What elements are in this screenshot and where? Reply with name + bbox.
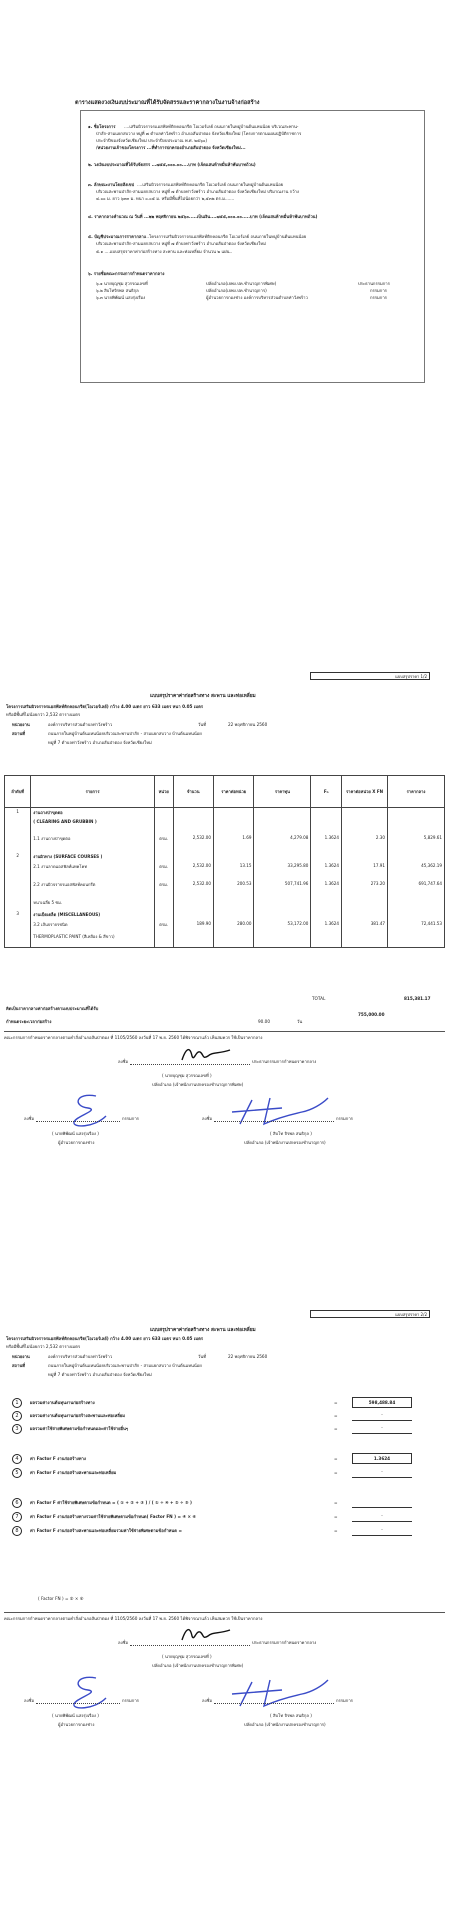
factor-item-text: ค่า Factor F ค่าใช้จ่ายพิเศษตามข้อกำหนด = ( ① + ② + ③ ) / ( ① ÷ ④ + ② ÷ ⑤ ) [30,1500,192,1505]
col-total: ราคากลาง [388,776,445,808]
factor-value: 598,488.84 [352,1397,412,1408]
table-cell-no: 1 [5,808,31,818]
table-cell-total: 72,441.53 [388,920,445,932]
item6-label: ๖. รายชื่อคณะกรรมการกำหนดราคากลาง [88,271,165,276]
chair-name: ( นายบุญชุม สุวรรณเลขที่ ) [162,1654,212,1659]
factor-item-text: ค่า Factor F งานก่อสร้างทาง [30,1456,86,1461]
table-cell-cost: 4,279.08 [254,834,311,852]
page-3-agency-label: หน่วยงาน [12,1354,30,1359]
table-cell-item: ( CLEARING AND GRUBBIN ) [31,818,155,834]
table-cell-price: 200.53 [213,880,253,898]
page-3-date: 22 พฤศจิกายน 2560 [228,1354,268,1359]
factor-value: - [352,1423,412,1434]
col-unit-fn: ราคาต่อหน่วย X FN [342,776,388,808]
member-2-position: ปลัดอำเภอ (เจ้าพนักงานปกครองชำนาญการ) [244,1140,326,1145]
item4: ๔. ราคากลางคำนวณ ณ วันที่ ...๒๒ พฤศจิกายน ๒๕๖๐.....เป็นเงิน....๗๕๕,๐๐๐.๐๐.....บาท (เจ็ดแสนห้าหมื่นห้าพันบาทถ้วน) [88,214,318,219]
committee-1-position: ปลัดอำเภอ(เจพง.ปค.ชำนาญการพิเศษ) [206,281,277,286]
item-number-circle: 6 [12,1498,22,1508]
col-fn: Fₙ [311,776,342,808]
table-cell-no [5,932,31,948]
table-cell-price [213,818,253,834]
equals-sign: = [334,1528,338,1533]
item-number-circle: 8 [12,1526,22,1536]
item-number-circle: 5 [12,1468,22,1478]
table-cell-unitfn [342,910,388,920]
item5-line-2: บริเวณสะพานป่าสัก-สามแยกสบวาง หมู่ที่ ๗ ตำบลท่าวังพร้าว อำเภอสันป่าตอง จังหวัดเชียงใหม่ [96,241,266,246]
member-2-signature [222,1094,332,1128]
table-cell-unit: ตรม. [154,880,173,898]
sign-line [130,1645,250,1646]
table-cell-fn [311,932,342,948]
page-2-agency-label: หน่วยงาน [12,722,30,727]
divider [4,1612,445,1613]
table-cell-price: 13.15 [213,862,253,880]
table-cell-qty [173,852,213,862]
table-cell-cost: 507,741.96 [254,880,311,898]
equals-sign: = [334,1500,338,1505]
page-2-title: แบบสรุปราคาค่าก่อสร้างทาง สะพาน และท่อเหลี่ยม [150,694,256,699]
member-2-name: ( สิบโท จิรพล สนธิกุล ) [270,1713,312,1718]
page-2-location-label: สถานที่ [12,731,26,736]
committee-3-role: กรรมการ [370,295,387,300]
item-number-circle: 2 [12,1411,22,1421]
price-summary-table [4,775,445,948]
divider [4,1031,445,1032]
col-item: รายการ [31,776,155,808]
factor-value: - [352,1525,412,1536]
table-cell-cost [254,808,311,818]
table-cell-unitfn: 17.91 [342,862,388,880]
member-1-signature [66,1674,112,1712]
item3-label: ๓. ลักษณะงานโดยสังเขป [88,182,135,187]
member-1-position: ผู้อำนวยการกองช่าง [58,1140,95,1145]
table-cell-no: 2 [5,852,31,862]
factor-value [352,1497,412,1508]
page-3-agency: องค์การบริหารส่วนตำบลท่าวังพร้าว [48,1354,113,1359]
page-3-location-2: หมู่ที่ 7 ตำบลท่าวังพร้าว อำเภอสันป่าตอง จังหวัดเชียงใหม่ [48,1372,152,1377]
col-no: ลำดับที่ [5,776,31,808]
table-row [5,932,445,948]
chair-position: ปลัดอำเภอ (เจ้าพนักงานปกครองชำนาญการพิเศษ) [152,1082,244,1087]
table-cell-cost: 33,295.80 [254,862,311,880]
table-cell-no: 3 [5,910,31,920]
page-2-date-label: วันที่ [198,722,206,727]
table-cell-qty [173,898,213,910]
table-cell-no [5,862,31,880]
equals-sign: = [334,1426,338,1431]
item-number-circle: 7 [12,1512,22,1522]
table-cell-item: THERMOPLASTIC PAINT (สีเหลือง & สีขาว) [31,932,155,948]
committee-1-name: ๖.๑ นายบุญชุม สุวรรณเลขที่ [96,281,148,286]
table-cell-total [388,910,445,920]
table-cell-price [213,910,253,920]
member-2-sign-line [214,1703,334,1704]
table-cell-fn: 1.3624 [311,920,342,932]
chair-signature [178,1042,234,1064]
factor-item-text: ผลรวมค่างานต้นทุนงานก่อสร้างสะพานและท่อเหลี่ยม [30,1413,126,1418]
page-2-location-2: หมู่ที่ 7 ตำบลท่าวังพร้าว อำเภอสันป่าตอง จังหวัดเชียงใหม่ [48,740,152,745]
table-cell-total [388,808,445,818]
member-1-sign-line [36,1703,120,1704]
item8-sub: ( Factor FN ) = ⑤ × ⑥ [38,1596,84,1601]
member-1-name: ( นายพิพัฒน์ แสงรุ่งเรือง ) [52,1131,99,1136]
table-cell-unitfn [342,898,388,910]
table-cell-qty [173,818,213,834]
member-2-role: กรรมการ [336,1698,353,1703]
table-cell-unit [154,808,173,818]
table-cell-no [5,898,31,910]
col-cost: ราคาทุน [254,776,311,808]
member-2-position: ปลัดอำเภอ (เจ้าพนักงานปกครองชำนาญการ) [244,1722,326,1727]
table-cell-total [388,932,445,948]
table-cell-fn: 1.3624 [311,862,342,880]
table-cell-fn: 1.3624 [311,834,342,852]
table-cell-cost [254,818,311,834]
col-qty: จำนวน [173,776,213,808]
table-cell-fn [311,808,342,818]
col-unit: หน่วย [154,776,173,808]
item1-line-2: ป่าสัก-สามแยกสบวาง หมู่ที่ ๗ ตำบลท่าวังพร้าว อำเภอสันป่าตอง จังหวัดเชียงใหม่ (โครงการตามแผนปฏิบัติราชการ [96,131,302,136]
member-1-role: กรรมการ [122,1116,139,1121]
page-2-agency: องค์การบริหารส่วนตำบลท่าวังพร้าว [48,722,113,727]
equals-sign: = [334,1413,338,1418]
committee-3-name: ๖.๓ นายพิพัฒน์ แสงรุ่งเรือง [96,295,146,300]
table-cell-fn: 1.3624 [311,880,342,898]
member-2-name: ( สิบโท จิรพล สนธิกุล ) [270,1131,312,1136]
factor-item-text: ค่า Factor F งานก่อสร้างสะพานและท่อเหลี่ยม [30,1470,117,1475]
table-row [5,898,445,910]
table-cell-fn [311,910,342,920]
table-row [5,834,445,852]
chair-name: ( นายบุญชุม สุวรรณเลขที่ ) [162,1073,212,1078]
member-1-sign-label: ลงชื่อ [24,1116,34,1121]
committee-2-name: ๖.๒ สิบโทจิรพล สนธิกุล [96,288,139,293]
member-1-sign-label: ลงชื่อ [24,1698,34,1703]
table-cell-item: งานเบ็ดเตล็ด (MISCELLANEOUS) [31,910,155,920]
table-cell-total [388,818,445,834]
table-cell-price [213,808,253,818]
table-row [5,818,445,834]
table-cell-price [213,898,253,910]
equals-sign: = [334,1400,338,1405]
table-cell-total: 45,362.19 [388,862,445,880]
member-1-sign-line [36,1121,120,1122]
factor-value: - [352,1467,412,1478]
committee-1-role: ประธานกรรมการ [358,281,390,286]
table-cell-item: 2.1 งานลาดแอสฟัลท์แทคโคท [31,862,155,880]
item1-line-3: ประจำปีของจังหวัดเชียงใหม่ ประจำปีงบประมาณ พ.ศ. ๒๕๖๐) [96,138,208,143]
table-cell-unitfn [342,932,388,948]
member-2-sign-label: ลงชื่อ [202,1116,212,1121]
item-number-circle: 1 [12,1398,22,1408]
table-row [5,852,445,862]
table-cell-item: 3.2 เส้นจราจรชนิด [31,920,155,932]
table-cell-fn [311,898,342,910]
table-cell-item: 2.2 งานผิวจราจรแอสฟัลท์คอนกรีต [31,880,155,898]
page-2-location: ถนนภายในหมู่บ้านต้นแหนน้อยบริเวณสะพานป่าสัก - สามแยกสบวาง บ้านต้นแหนน้อย [48,731,202,736]
page-1-frame [80,110,425,383]
factor-value: 1.3624 [352,1453,412,1464]
page-3-project: โครงการเสริมผิวจราจรแอสฟัลท์ติกคอนกรีต(โอเวอร์เลย์) กว้าง 4.00 เมตร ยาว 633 เมตร หนา 0.05 เมตร [6,1336,204,1341]
table-header-row [5,776,445,808]
factor-value: - [352,1511,412,1522]
page-1 [0,0,450,400]
item3-line-3: ๔.๐๐ ม. ยาว ๖๓๓ ม. หนา ๐.๐๕ ม. หรือมีพื้นที่ไม่น้อยกว่า ๒,๕๓๒ ตร.ม....... [96,196,235,201]
page-3-area: หรือมีพื้นที่ไม่น้อยกว่า 2,532 ตารางเมตร [6,1344,81,1349]
summary-label: คิดเป็นราคากลางค่าก่อสร้างตามงบประมาณที่ได้รับ [6,1006,99,1011]
item-number-circle: 4 [12,1454,22,1464]
table-cell-total: 691,747.64 [388,880,445,898]
chair-position: ปลัดอำเภอ (เจ้าพนักงานปกครองชำนาญการพิเศษ) [152,1663,244,1668]
table-cell-fn [311,818,342,834]
col-unit-price: ราคาต่อหน่วย [213,776,253,808]
factor-item-text: ผลรวมค่างานต้นทุนงานก่อสร้างทาง [30,1400,95,1405]
table-cell-unit [154,852,173,862]
summary-value: 755,000.00 [358,1012,385,1017]
table-cell-price: 280.00 [213,920,253,932]
table-cell-item: งานถางป่าขุดตอ [31,808,155,818]
member-1-signature [66,1092,112,1130]
table-cell-unitfn [342,808,388,818]
table-cell-item: 1.1 งานถางป่าขุดตอ [31,834,155,852]
page-2-label: แบบสรุปราคา 1/2 [310,672,430,680]
table-cell-no [5,920,31,932]
table-cell-item: งานผิวทาง (SURFACE COURSES ) [31,852,155,862]
table-cell-unit [154,898,173,910]
equals-sign: = [334,1514,338,1519]
sign-label: ลงชื่อ [118,1640,128,1645]
table-cell-qty: 2,532.00 [173,880,213,898]
table-cell-no [5,880,31,898]
chair-role: ประธานกรรมการกำหนดราคากลาง [252,1640,317,1645]
table-cell-total [388,898,445,910]
item3-line-1: ....เสริมผิวจราจรแอสฟัลท์ติกคอนกรีต โอเวอร์เลย์ ถนนภายในหมู่บ้านต้นแหนน้อย [137,182,284,187]
page-2-project: โครงการเสริมผิวจราจรแอสฟัลท์ติกคอนกรีต(โอเวอร์เลย์) กว้าง 4.00 เมตร ยาว 633 เมตร หนา 0.05 เมตร [6,704,204,709]
committee-2-role: กรรมการ [370,288,387,293]
item2: ๒. วงเงินงบประมาณที่ได้รับจัดสรร ...๗๕๕,๐๐๐.๐๐....บาท (เจ็ดแสนห้าหมื่นห้าพันบาทถ้วน) [88,162,256,167]
period-unit: วัน [297,1019,303,1024]
page-2-area: หรือมีพื้นที่ไม่น้อยกว่า 2,532 ตารางเมตร [6,712,81,717]
page-3-location: ถนนภายในหมู่บ้านต้นแหนน้อยบริเวณสะพานป่าสัก - สามแยกสบวาง บ้านต้นแหนน้อย [48,1363,202,1368]
factor-item-text: ค่า Factor F งานก่อสร้างทางรวมค่าใช้จ่ายพิเศษตามข้อกำหนด( Factor FN ) = ④ × ⑥ [30,1514,196,1519]
table-cell-unit: ตรม. [154,920,173,932]
table-cell-qty: 2,532.00 [173,834,213,852]
total-value: 815,381.17 [404,996,431,1001]
table-cell-unit: ตรม. [154,834,173,852]
committee-3-position: ผู้อำนวยการกองช่าง องค์การบริหารส่วนตำบลท่าวังพร้าว [206,295,308,300]
table-cell-cost: 53,172.00 [254,920,311,932]
member-2-sign-label: ลงชื่อ [202,1698,212,1703]
period-label: กำหนดระยะเวลาก่อสร้าง [6,1019,52,1024]
table-cell-unitfn: 381.47 [342,920,388,932]
page-3-label: แบบสรุปราคา 2/2 [310,1310,430,1318]
table-cell-price: 1.69 [213,834,253,852]
sign-line [130,1064,250,1065]
table-cell-qty [173,808,213,818]
period-value: 90.00 [258,1019,270,1024]
chair-role: ประธานกรรมการกำหนดราคากลาง [252,1059,317,1064]
table-cell-unit [154,818,173,834]
table-row [5,808,445,818]
table-row [5,920,445,932]
committee-note: คณะกรรมการกำหนดราคากลางตามคำสั่งอำเภอสันป่าตอง ที่ 1105/2560 ลงวันที่ 17 พ.ย. 2560 ได้พิจารณาแล้ว เห็นสมควร ใช้เป็นราคากลาง [4,1035,263,1040]
factor-item-text: ผลรวมค่าใช้จ่ายพิเศษตามข้อกำหนดและค่าใช้จ่ายอื่นๆ [30,1426,129,1431]
table-cell-price [213,932,253,948]
item5-label: ๕. บัญชีประมาณการราคากลาง [88,234,146,239]
table-cell-qty [173,932,213,948]
table-cell-unit [154,932,173,948]
table-cell-unitfn [342,852,388,862]
page-3-date-label: วันที่ [198,1354,206,1359]
member-1-name: ( นายพิพัฒน์ แสงรุ่งเรือง ) [52,1713,99,1718]
table-cell-cost [254,932,311,948]
item1-line-1: ....เสริมผิวจราจรแอสฟัลท์ติกคอนกรีต โอเวอร์เลย์ ถนนภายในหมู่บ้านต้นแหนน้อย บริเวณสะพาน- [124,124,299,129]
table-cell-qty: 2,532.00 [173,862,213,880]
table-cell-cost [254,852,311,862]
item1-label: ๑. ชื่อโครงการ [88,124,116,129]
table-cell-fn [311,852,342,862]
table-row [5,880,445,898]
item5-line-1: ...โครงการเสริมผิวจราจรแอสฟัลท์ติกคอนกรีต โอเวอร์เลย์ ถนนภายในหมู่บ้านต้นแหนน้อย [145,234,307,239]
item1-agency: /หน่วยงานเจ้าของโครงการ ...ที่ทำการปกครองอำเภอสันป่าตอง จังหวัดเชียงใหม่... [96,145,246,150]
equals-sign: = [334,1470,338,1475]
table-cell-item: หนาเฉลี่ย 5 ซม. [31,898,155,910]
table-cell-unitfn [342,818,388,834]
chair-signature [178,1622,234,1644]
committee-2-position: ปลัดอำเภอ(เจพง.ปค.ชำนาญการ) [206,288,267,293]
member-1-role: กรรมการ [122,1698,139,1703]
factor-item-text: ค่า Factor F งานก่อสร้างสะพานและท่อเหลี่ยมรวมค่าใช้จ่ายพิเศษตามข้อกำหนด = [30,1528,182,1533]
table-cell-unitfn: 2.30 [342,834,388,852]
table-cell-cost [254,898,311,910]
page-3-location-label: สถานที่ [12,1363,26,1368]
table-cell-unit: ตรม. [154,862,173,880]
table-cell-no [5,834,31,852]
factor-value: - [352,1410,412,1421]
member-2-sign-line [214,1121,334,1122]
table-cell-no [5,818,31,834]
table-cell-qty: 189.90 [173,920,213,932]
committee-note: คณะกรรมการกำหนดราคากลางตามคำสั่งอำเภอสันป่าตอง ที่ 1105/2560 ลงวันที่ 17 พ.ย. 2560 ได้พิจารณาแล้ว เห็นสมควร ใช้เป็นราคากลาง [4,1616,263,1621]
member-2-role: กรรมการ [336,1116,353,1121]
page-3-title: แบบสรุปราคาค่าก่อสร้างทาง สะพาน และท่อเหลี่ยม [150,1328,256,1333]
table-cell-total [388,852,445,862]
table-cell-cost [254,910,311,920]
table-cell-unitfn: 273.20 [342,880,388,898]
table-cell-price [213,852,253,862]
table-row [5,862,445,880]
table-cell-total: 5,829.61 [388,834,445,852]
item3-line-2: บริเวณสะพานป่าสัก-สามแยกสบวาง หมู่ที่ ๗ ตำบลท่าวังพร้าว อำเภอสันป่าตอง จังหวัดเชียงใหม่ ปริมาณงาน กว้าง [96,189,299,194]
member-1-position: ผู้อำนวยการกองช่าง [58,1722,95,1727]
sign-label: ลงชื่อ [118,1059,128,1064]
table-cell-qty [173,910,213,920]
page-1-title: ตารางแสดงวงเงินงบประมาณที่ได้รับจัดสรรและราคากลางในงานจ้างก่อสร้าง [75,100,260,106]
total-label: TOTAL [312,996,326,1001]
item5-line-3: ๕.๑ ....แบบสรุปราคาค่าก่อสร้างทาง สะพาน และท่อเหลี่ยม จำนวน ๒ แผ่น.. [96,249,233,254]
page-2-date: 22 พฤศจิกายน 2560 [228,722,268,727]
item-number-circle: 3 [12,1424,22,1434]
member-2-signature [222,1676,332,1710]
table-cell-unit [154,910,173,920]
equals-sign: = [334,1456,338,1461]
table-row [5,910,445,920]
